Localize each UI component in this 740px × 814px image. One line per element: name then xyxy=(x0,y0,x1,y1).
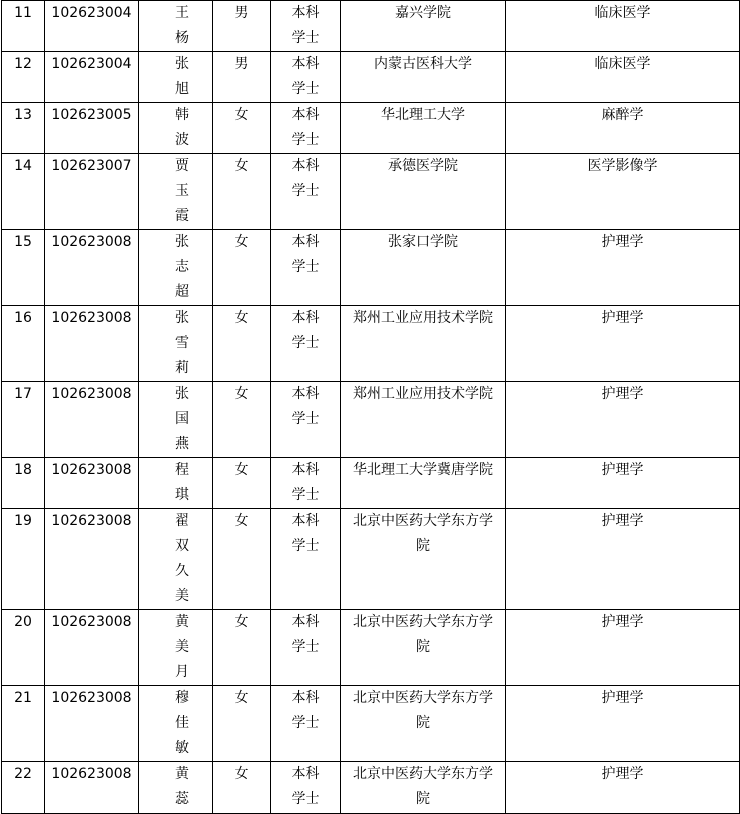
position-code-cell xyxy=(45,103,139,154)
graduate-school: 张家口学院 xyxy=(388,234,458,250)
gender: 女 xyxy=(234,513,249,529)
gender-cell xyxy=(213,610,271,686)
candidate-name: 翟双久美 xyxy=(175,513,189,604)
candidate-name: 黄美月 xyxy=(175,614,189,680)
graduate-school: 北京中医药大学东方学院 xyxy=(353,513,493,554)
row-number-cell xyxy=(2,762,45,814)
degree-cell xyxy=(271,610,341,686)
degree-cell xyxy=(271,686,341,762)
candidate-name-cell xyxy=(139,1,213,52)
graduate-school-cell xyxy=(341,103,506,154)
candidate-name-cell xyxy=(139,306,213,382)
gender-cell xyxy=(213,762,271,814)
row-number: 19 xyxy=(14,513,32,529)
position-code-cell xyxy=(45,458,139,509)
position-code-cell xyxy=(45,686,139,762)
candidate-name-cell xyxy=(139,610,213,686)
row-number: 22 xyxy=(14,766,32,782)
candidate-name-cell xyxy=(139,52,213,103)
row-number-cell xyxy=(2,103,45,154)
degree-cell xyxy=(271,1,341,52)
degree: 本科学士 xyxy=(291,234,320,275)
major-cell xyxy=(506,509,740,610)
degree-cell xyxy=(271,230,341,306)
table-row xyxy=(2,762,740,814)
gender: 男 xyxy=(234,5,249,21)
candidate-name-cell xyxy=(139,154,213,230)
row-number-cell xyxy=(2,458,45,509)
gender: 女 xyxy=(234,462,249,478)
degree: 本科学士 xyxy=(291,107,320,148)
gender: 女 xyxy=(234,766,249,782)
table-row xyxy=(2,103,740,154)
candidate-name: 贾玉霞 xyxy=(175,158,189,224)
major-cell xyxy=(506,762,740,814)
major: 护理学 xyxy=(601,513,644,529)
candidate-name: 张国燕 xyxy=(175,386,189,452)
graduate-school: 北京中医药大学东方学院 xyxy=(353,690,493,731)
position-code: 102623008 xyxy=(51,513,132,529)
gender-cell xyxy=(213,306,271,382)
gender-cell xyxy=(213,509,271,610)
graduate-school: 北京中医药大学东方学院 xyxy=(353,766,493,807)
candidate-name-cell xyxy=(139,686,213,762)
position-code: 102623004 xyxy=(51,56,132,72)
position-code: 102623008 xyxy=(51,614,132,630)
major: 临床医学 xyxy=(594,56,651,72)
major-cell xyxy=(506,686,740,762)
degree: 本科学士 xyxy=(291,386,320,427)
candidate-name-cell xyxy=(139,230,213,306)
position-code: 102623008 xyxy=(51,310,132,326)
row-number: 13 xyxy=(14,107,32,123)
position-code-cell xyxy=(45,509,139,610)
major-cell xyxy=(506,610,740,686)
candidate-name-cell xyxy=(139,509,213,610)
gender: 女 xyxy=(234,310,249,326)
roster-table xyxy=(1,0,740,814)
candidate-name: 张雪莉 xyxy=(175,310,189,376)
major-cell xyxy=(506,382,740,458)
row-number-cell xyxy=(2,686,45,762)
major: 临床医学 xyxy=(594,5,651,21)
degree-cell xyxy=(271,103,341,154)
major: 护理学 xyxy=(601,462,644,478)
row-number: 15 xyxy=(14,234,32,250)
table-row xyxy=(2,509,740,610)
position-code: 102623008 xyxy=(51,766,132,782)
major: 医学影像学 xyxy=(587,158,658,174)
gender: 女 xyxy=(234,234,249,250)
table-row xyxy=(2,154,740,230)
major: 护理学 xyxy=(601,766,644,782)
candidate-name: 张旭 xyxy=(175,56,189,97)
row-number-cell xyxy=(2,52,45,103)
row-number-cell xyxy=(2,306,45,382)
candidate-name: 王杨 xyxy=(175,5,189,46)
gender-cell xyxy=(213,230,271,306)
graduate-school-cell xyxy=(341,610,506,686)
candidate-name: 韩波 xyxy=(175,107,189,148)
table-row xyxy=(2,230,740,306)
degree: 本科学士 xyxy=(291,614,320,655)
graduate-school-cell xyxy=(341,762,506,814)
degree-cell xyxy=(271,458,341,509)
degree: 本科学士 xyxy=(291,766,320,807)
table-row xyxy=(2,306,740,382)
gender: 男 xyxy=(234,56,249,72)
table-row xyxy=(2,686,740,762)
graduate-school-cell xyxy=(341,1,506,52)
position-code-cell xyxy=(45,154,139,230)
graduate-school-cell xyxy=(341,230,506,306)
gender-cell xyxy=(213,154,271,230)
major-cell xyxy=(506,1,740,52)
position-code: 102623008 xyxy=(51,462,132,478)
position-code: 102623005 xyxy=(51,107,132,123)
row-number: 21 xyxy=(14,690,32,706)
row-number-cell xyxy=(2,610,45,686)
graduate-school-cell xyxy=(341,458,506,509)
gender: 女 xyxy=(234,386,249,402)
degree: 本科学士 xyxy=(291,462,320,503)
row-number: 12 xyxy=(14,56,32,72)
position-code-cell xyxy=(45,52,139,103)
gender: 女 xyxy=(234,690,249,706)
gender: 女 xyxy=(234,107,249,123)
position-code-cell xyxy=(45,230,139,306)
row-number-cell xyxy=(2,509,45,610)
table-row xyxy=(2,610,740,686)
degree-cell xyxy=(271,154,341,230)
row-number: 11 xyxy=(14,5,32,21)
graduate-school: 北京中医药大学东方学院 xyxy=(353,614,493,655)
gender-cell xyxy=(213,686,271,762)
major-cell xyxy=(506,103,740,154)
graduate-school-cell xyxy=(341,306,506,382)
row-number: 16 xyxy=(14,310,32,326)
gender: 女 xyxy=(234,614,249,630)
degree-cell xyxy=(271,382,341,458)
major-cell xyxy=(506,458,740,509)
degree: 本科学士 xyxy=(291,310,320,351)
graduate-school-cell xyxy=(341,52,506,103)
row-number-cell xyxy=(2,230,45,306)
position-code-cell xyxy=(45,1,139,52)
candidate-name-cell xyxy=(139,762,213,814)
major: 护理学 xyxy=(601,386,644,402)
graduate-school: 内蒙古医科大学 xyxy=(374,56,472,72)
graduate-school-cell xyxy=(341,154,506,230)
position-code-cell xyxy=(45,762,139,814)
graduate-school-cell xyxy=(341,509,506,610)
graduate-school: 承德医学院 xyxy=(388,158,458,174)
candidate-name-cell xyxy=(139,458,213,509)
degree-cell xyxy=(271,52,341,103)
gender-cell xyxy=(213,103,271,154)
degree: 本科学士 xyxy=(291,690,320,731)
major: 麻醉学 xyxy=(601,107,644,123)
degree: 本科学士 xyxy=(291,513,320,554)
position-code: 102623008 xyxy=(51,234,132,250)
row-number: 20 xyxy=(14,614,32,630)
degree-cell xyxy=(271,509,341,610)
table-row xyxy=(2,382,740,458)
major-cell xyxy=(506,230,740,306)
major: 护理学 xyxy=(601,234,644,250)
degree: 本科学士 xyxy=(291,56,320,97)
position-code-cell xyxy=(45,306,139,382)
candidate-name: 程琪 xyxy=(175,462,189,503)
major-cell xyxy=(506,306,740,382)
position-code-cell xyxy=(45,382,139,458)
row-number-cell xyxy=(2,154,45,230)
gender-cell xyxy=(213,52,271,103)
graduate-school: 郑州工业应用技术学院 xyxy=(353,310,493,326)
candidate-name-cell xyxy=(139,103,213,154)
major: 护理学 xyxy=(601,690,644,706)
table-row xyxy=(2,1,740,52)
roster-body xyxy=(2,1,740,814)
degree: 本科学士 xyxy=(291,5,320,46)
candidate-name-cell xyxy=(139,382,213,458)
gender: 女 xyxy=(234,158,249,174)
row-number: 18 xyxy=(14,462,32,478)
position-code: 102623008 xyxy=(51,386,132,402)
candidate-name: 黄蕊 xyxy=(175,766,189,807)
major-cell xyxy=(506,154,740,230)
gender-cell xyxy=(213,1,271,52)
major: 护理学 xyxy=(601,310,644,326)
graduate-school: 郑州工业应用技术学院 xyxy=(353,386,493,402)
row-number-cell xyxy=(2,382,45,458)
position-code: 102623008 xyxy=(51,690,132,706)
gender-cell xyxy=(213,458,271,509)
table-row xyxy=(2,458,740,509)
graduate-school: 华北理工大学 xyxy=(381,107,465,123)
degree: 本科学士 xyxy=(291,158,320,199)
graduate-school: 华北理工大学冀唐学院 xyxy=(353,462,493,478)
position-code: 102623004 xyxy=(51,5,132,21)
degree-cell xyxy=(271,762,341,814)
candidate-name: 穆佳敏 xyxy=(175,690,189,756)
position-code: 102623007 xyxy=(51,158,132,174)
major: 护理学 xyxy=(601,614,644,630)
candidate-name: 张志超 xyxy=(175,234,189,300)
graduate-school-cell xyxy=(341,686,506,762)
position-code-cell xyxy=(45,610,139,686)
row-number-cell xyxy=(2,1,45,52)
row-number: 14 xyxy=(14,158,32,174)
graduate-school: 嘉兴学院 xyxy=(395,5,451,21)
graduate-school-cell xyxy=(341,382,506,458)
degree-cell xyxy=(271,306,341,382)
gender-cell xyxy=(213,382,271,458)
row-number: 17 xyxy=(14,386,32,402)
major-cell xyxy=(506,52,740,103)
table-row xyxy=(2,52,740,103)
